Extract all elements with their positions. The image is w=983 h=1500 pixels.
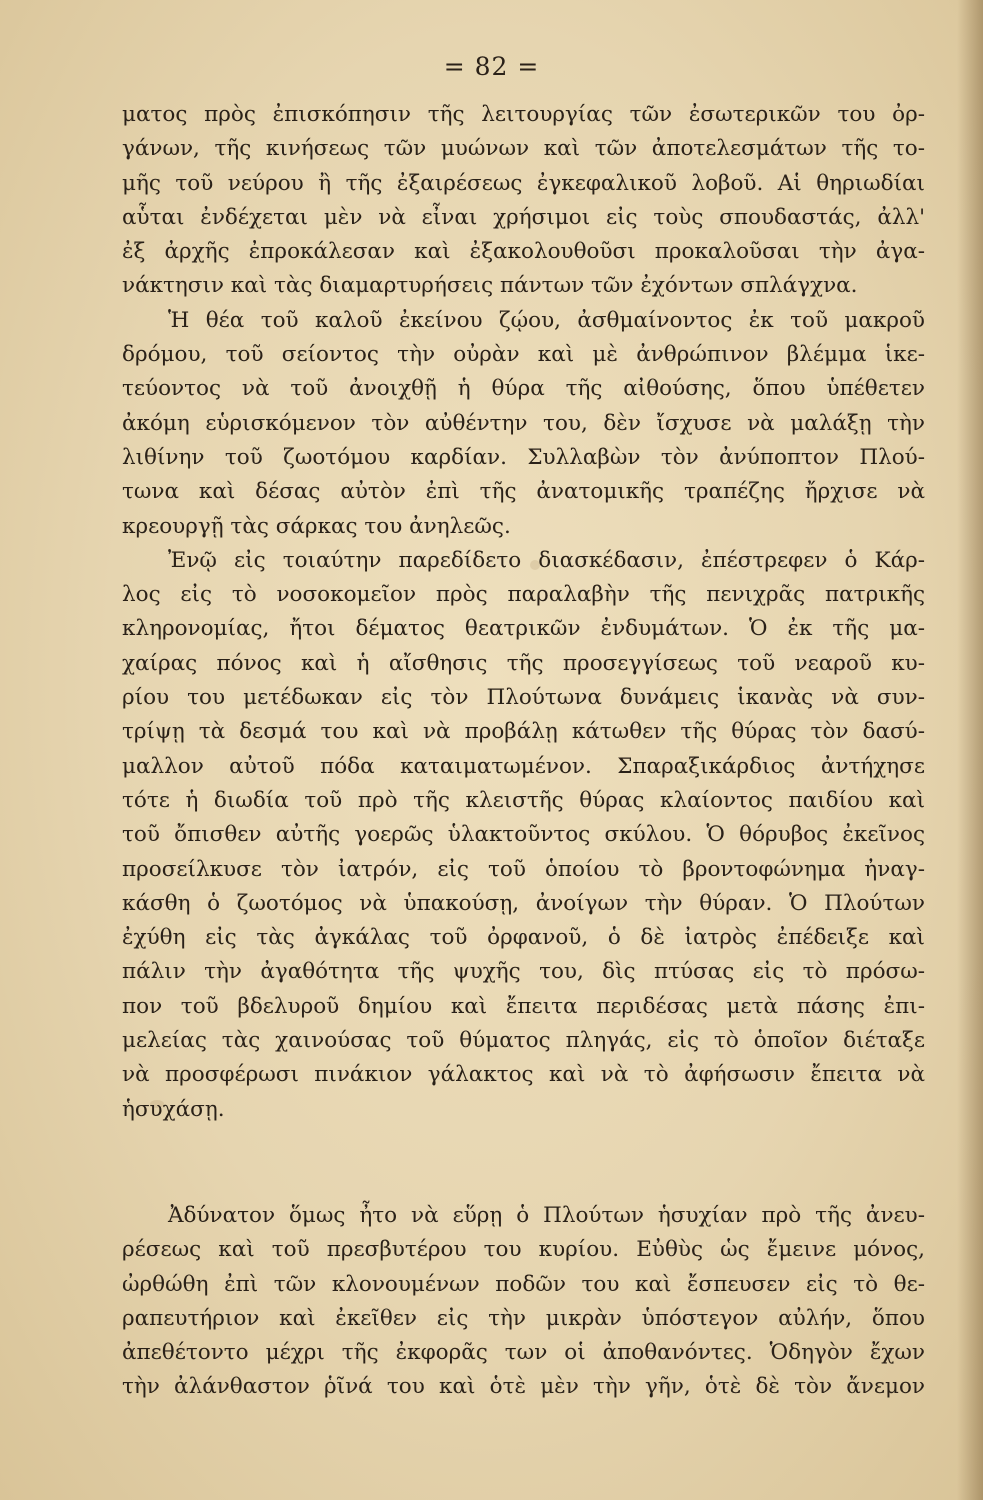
text-line: λιθίνην τοῦ ζωοτόμου καρδίαν. Συλλαβὼν τὸν ἀνύποπτον Πλού- [122,444,925,470]
text-line: ἀπεθέτοντο μέχρι τῆς ἐκφορᾶς των οἱ ἀποθανόντες. Ὁδηγὸν ἔχων [122,1340,925,1366]
text-line: νάκτησιν καὶ τὰς διαμαρτυρήσεις πάντων τῶν ἐχόντων σπλάγχνα. [122,273,858,299]
text-line: δρόμου, τοῦ σείοντος τὴν οὐρὰν καὶ μὲ ἀνθρώπινον βλέμμα ἱκε- [122,342,925,368]
text-line: ματος πρὸς ἐπισκόπησιν τῆς λειτουργίας τῶν ἐσωτερικῶν του ὀρ- [122,102,925,127]
text-line: Ἐνῷ εἰς τοιαύτην παρεδίδετο διασκέδασιν, ἐπέστρεφεν ὁ Κάρ- [168,547,925,573]
text-line: ρίου του μετέδωκαν εἰς τὸν Πλούτωνα δυνάμεις ἱκανὰς νὰ συν- [122,685,925,711]
text-line: ἡσυχάσῃ. [122,1096,225,1122]
text-line: τὴν ἀλάνθαστον ῥῖνά του καὶ ὁτὲ μὲν τὴν γῆν, ὁτὲ δὲ τὸν ἄνεμον [122,1374,925,1400]
page-edge-shadow [957,0,983,1500]
text-line: τωνα καὶ δέσας αὐτὸν ἐπὶ τῆς ἀνατομικῆς τραπέζης ἤρχισε νὰ [122,479,925,505]
text-line: πάλιν τὴν ἀγαθότητα τῆς ψυχῆς του, δὶς πτύσας εἰς τὸ πρόσω- [122,959,925,985]
text-line: λος εἰς τὸ νοσοκομεῖον πρὸς παραλαβὴν τῆς πενιχρᾶς πατρικῆς [122,582,925,608]
text-line: μαλλον αὐτοῦ πόδα καταιματωμένον. Σπαραξικάρδιος ἀντήχησε [122,753,925,779]
text-line: τεύοντος νὰ τοῦ ἀνοιχθῇ ἡ θύρα τῆς αἰθούσης, ὅπου ὑπέθετεν [122,376,925,402]
text-line: κρεουργῇ τὰς σάρκας του ἀνηλεῶς. [122,513,511,539]
text-line: ὠρθώθη ἐπὶ τῶν κλονουμένων ποδῶν του καὶ ἔσπευσεν εἰς τὸ θε- [122,1271,925,1297]
text-line: πον τοῦ βδελυροῦ δημίου καὶ ἔπειτα περιδέσας μετὰ πάσης ἐπι- [122,993,925,1019]
text-line: τότε ἡ διωδία τοῦ πρὸ τῆς κλειστῆς θύρας κλαίοντος παιδίου καὶ [122,787,925,813]
text-line: ἐχύθη εἰς τὰς ἀγκάλας τοῦ ὀρφανοῦ, ὁ δὲ ἰατρὸς ἐπέδειξε καὶ [122,925,925,951]
text-line: γάνων, τῆς κινήσεως τῶν μυώνων καὶ τῶν ἀποτελεσμάτων τῆς το- [122,136,925,162]
main-text-block [122,98,925,1127]
text-line: αὗται ἐνδέχεται μὲν νὰ εἶναι χρήσιμοι εἰς τοὺς σπουδαστάς, ἀλλ' [122,204,925,230]
text-line: τρίψῃ τὰ δεσμά του καὶ νὰ προβάλῃ κάτωθεν τῆς θύρας τὸν δασύ- [122,719,925,745]
text-line: κάσθη ὁ ζωοτόμος νὰ ὑπακούσῃ, ἀνοίγων τὴν θύραν. Ὁ Πλούτων [122,890,925,916]
text-line: μῆς τοῦ νεύρου ἢ τῆς ἐξαιρέσεως ἐγκεφαλικοῦ λοβοῦ. Αἱ θηριωδίαι [122,170,925,196]
text-line: νὰ προσφέρωσι πινάκιον γάλακτος καὶ νὰ τὸ ἀφήσωσιν ἔπειτα νὰ [122,1062,925,1088]
second-paragraph-block [122,1199,925,1405]
text-line: Ἡ θέα τοῦ καλοῦ ἐκείνου ζῴου, ἀσθμαίνοντος ἐκ τοῦ μακροῦ [168,307,925,333]
text-line: χαίρας πόνος καὶ ἡ αἴσθησις τῆς προσεγγίσεως τοῦ νεαροῦ κυ- [122,650,925,676]
text-line: κληρονομίας, ἤτοι δέματος θεατρικῶν ἐνδυμάτων. Ὁ ἐκ τῆς μα- [122,616,925,642]
text-line: Ἀδύνατον ὅμως ἦτο νὰ εὕρῃ ὁ Πλούτων ἡσυχίαν πρὸ τῆς ἀνευ- [168,1203,925,1228]
text-line: ἀκόμη εὑρισκόμενον τὸν αὐθέντην του, δὲν ἴσχυσε νὰ μαλάξῃ τὴν [122,410,925,436]
text-line: τοῦ ὄπισθεν αὐτῆς γοερῶς ὑλακτοῦντος σκύλου. Ὁ θόρυβος ἐκεῖνος [122,822,925,848]
text-line: μελείας τὰς χαινούσας τοῦ θύματος πληγάς, εἰς τὸ ὁποῖον διέταξε [122,1028,925,1054]
text-line: ραπευτήριον καὶ ἐκεῖθεν εἰς τὴν μικρὰν ὑπόστεγον αὐλήν, ὅπου [122,1305,925,1331]
text-line: ρέσεως καὶ τοῦ πρεσβυτέρου του κυρίου. Εὐθὺς ὡς ἔμεινε μόνος, [122,1237,925,1263]
text-line: ἐξ ἀρχῆς ἐπροκάλεσαν καὶ ἐξακολουθοῦσι προκαλοῦσαι τὴν ἀγα- [122,239,925,265]
page-number: = 82 = [443,52,540,81]
text-line: προσείλκυσε τὸν ἰατρόν, εἰς τοῦ ὁποίου τὸ βροντοφώνημα ἠναγ- [122,856,925,882]
